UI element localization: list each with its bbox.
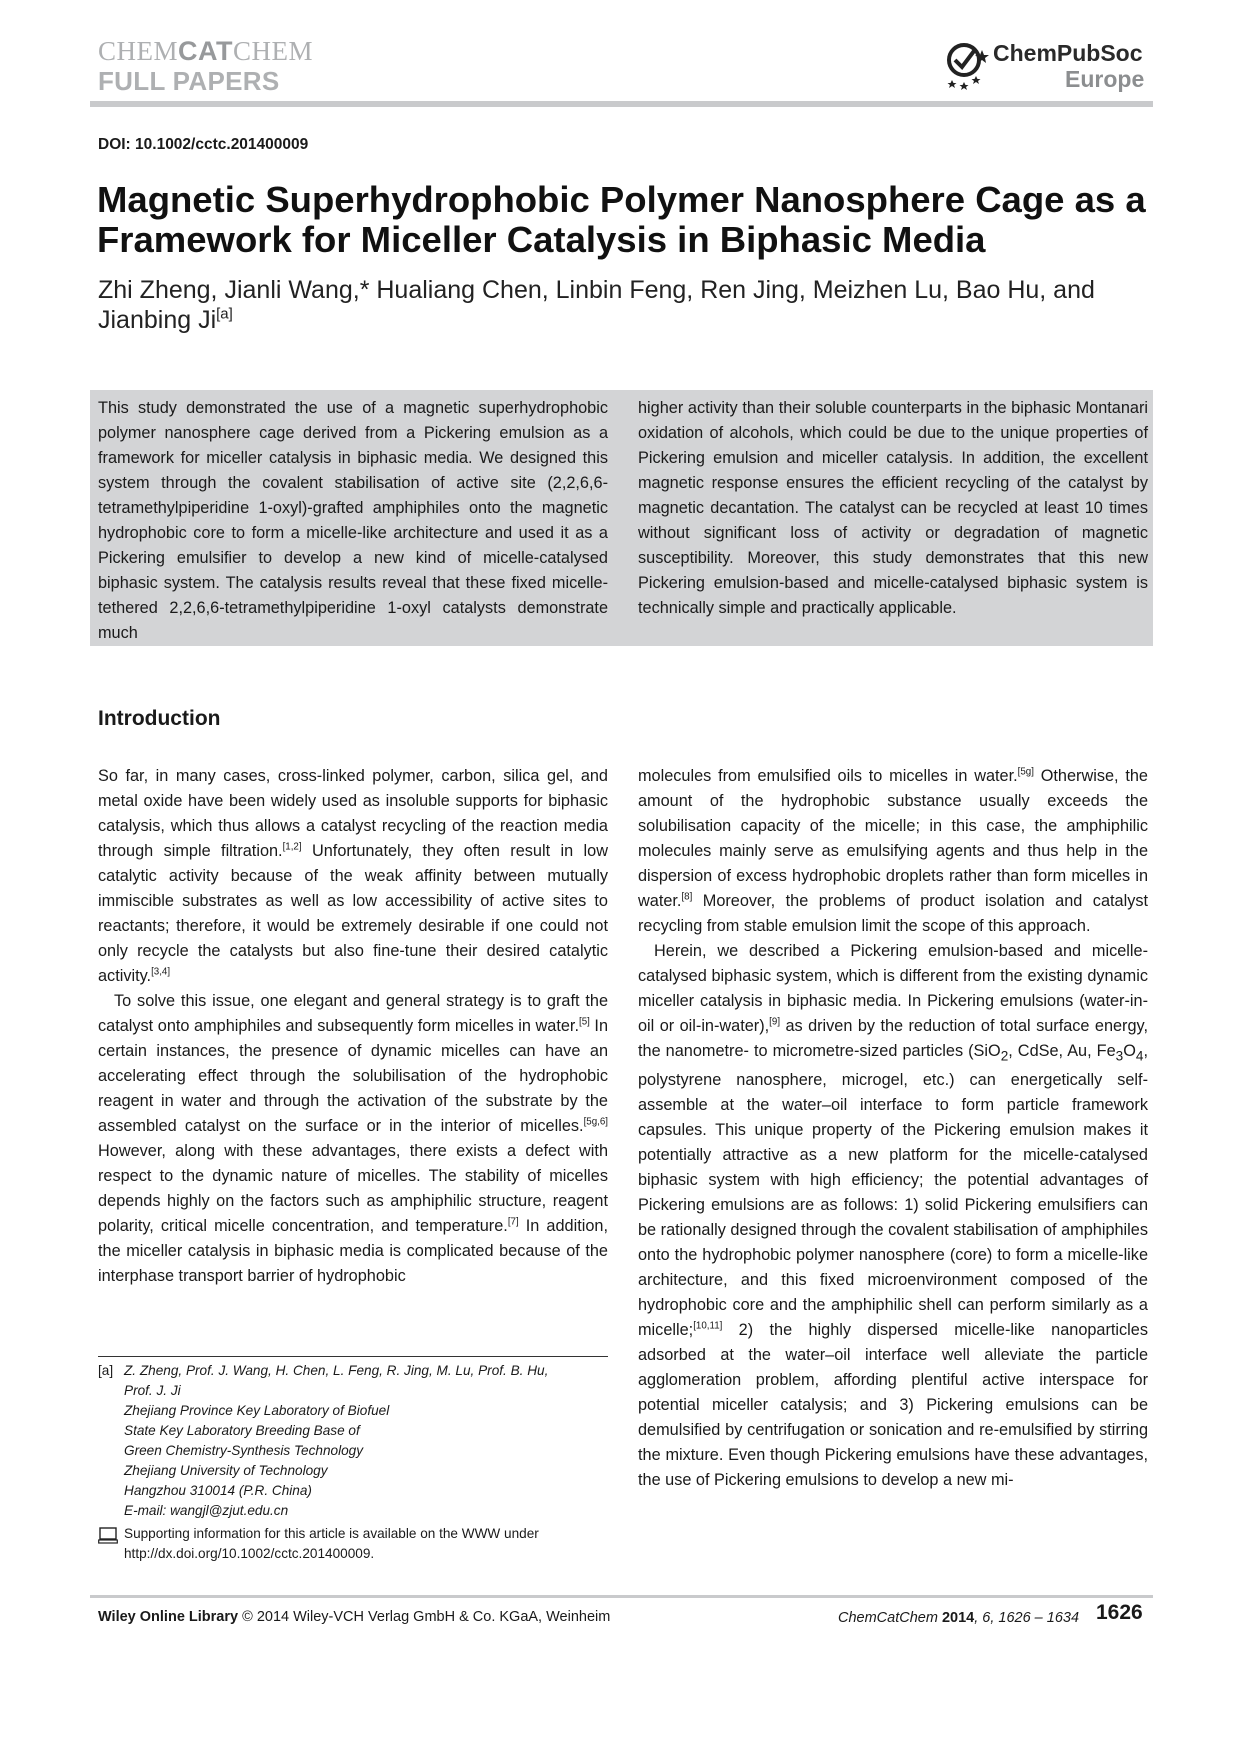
publisher-name: ChemPubSoc [993, 40, 1143, 66]
article-section: FULL PAPERS [98, 66, 280, 96]
doi: DOI: 10.1002/cctc.201400009 [98, 136, 309, 153]
journal-name-suffix: CHEM [233, 36, 314, 66]
citation: [5g,6] [583, 1116, 608, 1128]
paragraph: molecules from emulsified oils to micelles in water.[5g] Otherwise, the amount of the hydrophobic substance usually exceeds the solubilisation capacity of the micelle; in this case, the amphiphilic molecules mainly serve as emulsifying agents and thus help in the dispersion of excess hydrophobic droplets rather than form micelles in water.[8] Moreover, the problems of product isolation and catalyst recycling from stable emulsion limit the scope of this approach. [638, 766, 1148, 935]
supporting-info-note: Supporting information for this article is available on the WWW under http://dx.doi.org/10.1002/cctc.201400009. [124, 1526, 539, 1561]
citation-rest: , 6, 1626 – 1634 [974, 1610, 1080, 1626]
body-right-column [638, 764, 1148, 1493]
citation-year: 2014 [941, 1610, 975, 1626]
citation: [8] [681, 891, 693, 903]
computer-icon [98, 1527, 118, 1544]
footnote-line: Zhejiang University of Technology [124, 1463, 328, 1478]
abstract-left-column: This study demonstrated the use of a magnetic superhydrophobic polymer nanosphere cage derived from a Pickering emulsion as a framework for miceller catalysis in biphasic media. We designed this system through the covalent stabilisation of active site (2,2,6,6-tetramethylpiperidine 1-oxyl)-grafted amphiphiles onto the magnetic hydrophobic core to form a micelle-like architecture and used it as a Pickering emulsifier to develop a new kind of micelle-catalysed biphasic system. The catalysis results reveal that these fixed micelle-tethered 2,2,6,6-tetramethylpiperidine 1-oxyl catalysts demonstrate much [98, 399, 608, 642]
affiliation-mark: [a] [216, 305, 233, 323]
journal-name-mid: CAT [178, 36, 234, 66]
footer-rule [90, 1595, 1153, 1598]
header-rule [90, 101, 1153, 107]
citation: [1,2] [282, 841, 302, 853]
library-name: Wiley Online Library [98, 1609, 239, 1625]
section-heading: Introduction [98, 707, 221, 730]
paragraph: To solve this issue, one elegant and general strategy is to graft the catalyst onto amphiphiles and subsequently form micelles in water.[5] In certain instances, the presence of dynamic micelles can have an accelerating effect through the solubilisation of the hydrophobic reagent in water and through the activation of the substrate by the assembled catalyst on the surface or in the interior of micelles.[5g,6] However, along with these advantages, there exists a defect with respect to the dynamic nature of micelles. The stability of micelles depends highly on the factors such as amphiphilic structure, reagent polarity, critical micelle concentration, and temperature.[7] In addition, the miceller catalysis in biphasic media is complicated because of the interphase transport barrier of hydrophobic [98, 992, 608, 1285]
footnote-line: Hangzhou 310014 (P.R. China) [124, 1483, 312, 1498]
footnote-label: [a] [98, 1363, 114, 1378]
citation: [5] [578, 1016, 590, 1028]
body-left-column [98, 764, 608, 1289]
affiliation-footnote [98, 1361, 608, 1521]
footnote-line: Z. Zheng, Prof. J. Wang, H. Chen, L. Feng, R. Jing, M. Lu, Prof. B. Hu, [124, 1363, 549, 1378]
paragraph: Herein, we described a Pickering emulsion-based and micelle-catalysed biphasic system, which is different from the existing dynamic miceller catalysis in biphasic media. In Pickering emulsions (water-in-oil or oil-in-water),[9] as driven by the reduction of total surface energy, the nanometre- to micrometre-sized particles (SiO$_2$, CdSe, Au, $Fe_3O_4$, polystyrene nanosphere, microgel, etc.) can energetically self-assemble at the water–oil interface to form particle framework capsules. This unique property of the Pickering emulsion makes it potentially attractive as a new platform for the micelle-catalysed biphasic system with high efficiency; the potential advantages of Pickering emulsions are as follows: 1) solid Pickering emulsifiers can be rationally designed through the covalent stabilisation of amphiphiles onto the hydrophobic polymer nanosphere (core) to form a micelle-like architecture, and this fixed microenvironment composed of the hydrophobic core and the amphiphilic shell can perform similarly as a micelle;[10,11] 2) the highly dispersed micelle-like nanoparticles adsorbed at the water–oil interface well alleviate the particle agglomeration problem, affording plentiful active interspace for potential miceller catalysis; and 3) Pickering emulsions can be demulsified by centrifugation or sonication and re-emulsified by stirring the mixture. Even though Pickering emulsions have these advantages, the use of Pickering emulsions to develop a new mi- [638, 942, 1148, 1490]
footer-citation [838, 1608, 1079, 1628]
citation: [10,11] [693, 1320, 723, 1332]
footnote-line: State Key Laboratory Breeding Base of [124, 1423, 360, 1438]
journal-name [98, 36, 313, 66]
citation-journal: ChemCatChem [838, 1610, 938, 1626]
footnote-line: Prof. J. Ji [124, 1383, 181, 1398]
footnote-rule [98, 1356, 608, 1357]
abstract-right-column: higher activity than their soluble counterparts in the biphasic Montanari oxidation of alcohols, which could be due to the unique properties of Pickering emulsion and miceller catalysis. In addition, the excellent magnetic response ensures the efficient recycling of the catalyst by magnetic decantation. The catalyst can be recycled at least 10 times without significant loss of activity or degradation of magnetic susceptibility. Moreover, this study demonstrates that this new Pickering emulsion-based and micelle-catalysed biphasic system is technically simple and practically applicable. [638, 399, 1148, 617]
citation: [7] [507, 1216, 519, 1228]
footnote-line: Zhejiang Province Key Laboratory of Biofuel [124, 1403, 390, 1418]
citation: [5g] [1017, 766, 1034, 778]
citation: [9] [769, 1016, 781, 1028]
footnote-line: E-mail: wangjl@zjut.edu.cn [124, 1503, 289, 1518]
page-number: 1626 [1096, 1601, 1143, 1624]
copyright-text: © 2014 Wiley-VCH Verlag GmbH & Co. KGaA, Weinheim [238, 1609, 611, 1625]
journal-name-prefix: CHEM [98, 36, 179, 66]
footnote-line: Green Chemistry-Synthesis Technology [124, 1443, 364, 1458]
article-title: Magnetic Superhydrophobic Polymer Nanosphere Cage as a Framework for Miceller Catalysis in Biphasic Media [97, 179, 1146, 260]
publisher-region: Europe [1065, 66, 1145, 92]
paragraph: So far, in many cases, cross-linked polymer, carbon, silica gel, and metal oxide have been widely used as insoluble supports for biphasic catalysis, which thus allows a catalyst recycling of the reaction media through simple filtration.[1,2] Unfortunately, they often result in low catalytic activity because of the weak affinity between mutually immiscible substrates as well as low accessibility of active sites to reactants; therefore, it would be extremely desirable if one could not only recycle the catalysts but also fine-tune their desired catalytic activity.[3,4] [98, 767, 608, 985]
footer-copyright [98, 1607, 610, 1627]
citation: [3,4] [151, 966, 171, 978]
authors [98, 275, 1158, 335]
author-list: Zhi Zheng, Jianli Wang,* Hualiang Chen, Linbin Feng, Ren Jing, Meizhen Lu, Bao Hu, and Jianbing Ji [98, 276, 1095, 334]
